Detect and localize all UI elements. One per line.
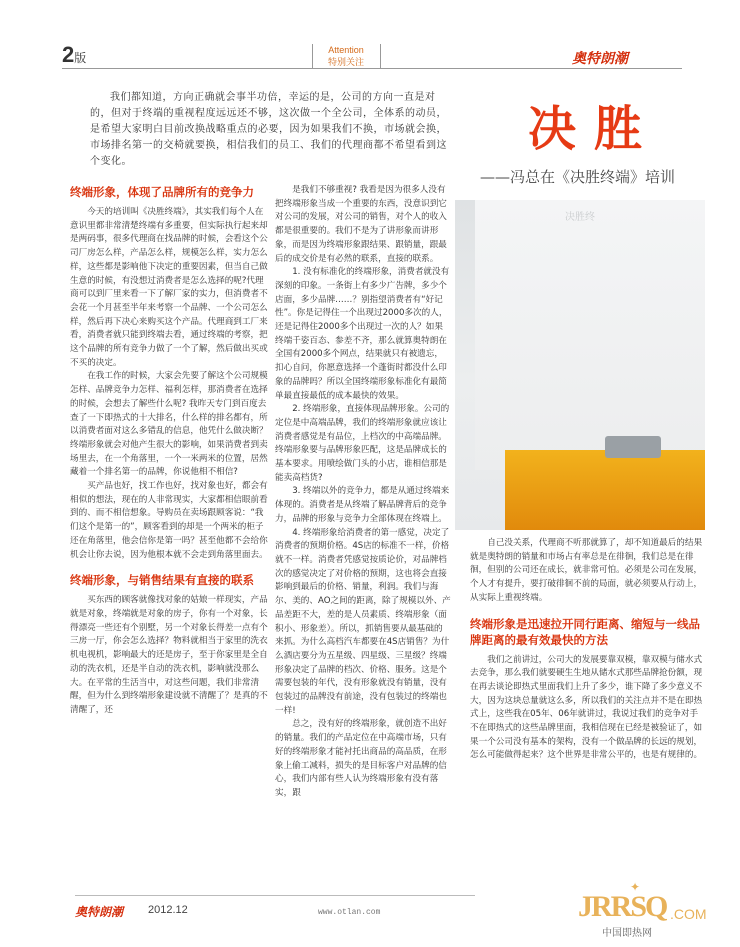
watermark-site-name: 中国即热网 <box>602 928 652 939</box>
paragraph: 自己没关系，代理商不听那就算了，却不知道最后的结果就是奥特朗的销量和市场占有率总是在徘徊，我们总是在徘徊，但别的公司还在成长，就非常可怕。必须是公司在发展，个人才有提升，要打破徘徊不前的局面，就必须要从行动上，从实际上重视终端。 <box>470 538 703 603</box>
website-url: www.otlan.com <box>318 908 381 917</box>
paragraph: 4. 终端形象给消费者的第一感觉，决定了消费者的预期价格。4S店的标准不一样，价格就不一样。消费者凭感觉按质论价，对品牌档次的感觉决定了对价格的预期，这也将会直接影响到最后的价格、销量，利润。我们与海尔、美的、AO之间的距离，除了规模以外、产品差距不大，差的是人员素质、终端形象（面积小、形象差）。所以，抓销售要从最基础的来抓。为什么高档汽车都要在4S店销售？为什么酒店要分为五星级、四星级、三星级？终端形象决定了品牌的档次、价格、服务。这是个需要包装的年代，没有形象就没有销量，没有包装过的品牌没有前途，没有包装过的终端也一样! <box>275 527 451 716</box>
page-number: 2版 <box>62 42 87 67</box>
watermark-domain: .COM <box>670 906 707 922</box>
paragraph: 买产品也好，找工作也好，找对象也好，都会有相似的想法，现在的人非常现实，大家都相信眼前看到的、而不相信想象。导购员在卖场跟顾客说：“我们这个是第一的”，顾客看到的却是一个两米的柜子还在角落里，他会信你是第一吗？甚至他都不会给你机会让你去说，因为他根本就不会走到角落里面去。 <box>70 481 268 560</box>
brand-logo: 奥特朗潮 <box>572 52 628 67</box>
article-subtitle: ——冯总在《决胜终端》培训 <box>480 168 676 186</box>
header-rule <box>62 68 682 69</box>
paragraph: 买东西的顾客就像找对象的姑娘一样现实，产品就是对象，终端就是对象的房子，你有一个对象，长得漂亮一些还有个别墅，另一个对象长得差一点有个三房一厅，你会怎么选择？物料就相当于家里的洗衣机电视机，影响最大的还是房子，至于你家里是全自动的洗衣机，还是半自动的洗衣机，影响就没那么大。在平常的生活当中，对这些问题，我们非常清醒，但为什么到终端形象建设就不清醒了？是真的不清醒了，还 <box>70 595 268 715</box>
paragraph: 总之，没有好的终端形象，就创造不出好的销量。我们的产品定位在中高端市场，只有好的终端形象才能衬托出商品的高品质，在形象上偷工减料，损失的是目标客户对品牌的信心，我们内部有些人认为终端形象有没有落实，跟 <box>275 719 447 798</box>
section-label-cn: 特别关注 <box>327 57 364 67</box>
paragraph: 我们之前讲过，公司大的发展要靠双模，靠双模与储水式去竞争，那么我们就要硬生生地从储水式那些品牌抢份额，现在再去谈论即热式里面我们上升了多少，谁下降了多少意义不大，因为这块总量就这么多，所以我们的关注点并不是在即热式上，这些我在05年、06年就讲过，我说过我们的竞争对手不在即热式的这些品牌里面，我相信现在已经是被验证了，如果一个公司没有基本的架构，没有一个做品牌的长远的规划，怎么可能做得起来？这个世界是非常公平的，也是有规律的。 <box>470 654 703 761</box>
issue-date: 2012.12 <box>148 904 188 916</box>
paragraph: 在我工作的时候，大家会先要了解这个公司规模怎样、品牌竞争力怎样、福利怎样，那消费者在选择的时候，会想去了解些什么呢? 我昨天专门到百度去查了一下即热式的十大排名，什么样的排名都有，所以消费者面对这么多错乱的信息，他凭什么做决断？终端形象就会对他产生很大的影响，如果消费者到卖场里去，在一个角落里，一个一米两米的位置，居然藏着一个排名第一的品牌，你说他相不相信? <box>70 371 268 478</box>
intro-paragraph: 我们都知道，方向正确就会事半功倍，幸运的是，公司的方向一直是对的，但对于终端的重视程度远远还不够，这次做一个全公司，全体系的动员，是希望大家明白目前改换战略重点的必要，因为如果我们不换，市场就会换，市场排名第一的交椅就要换，相信我们的员工、我们的代理商都不希望看到这个变化。 <box>90 92 447 167</box>
article-title: 决胜 <box>528 101 661 157</box>
paragraph: 2. 终端形象，直接体现品牌形象。公司的定位是中高端品牌，我们的终端形象就应该让消费者感觉是有品位，上档次的中高端品牌。终端形象要与品牌形象匹配，这是品牌成长的基本要求。用喷绘做门头的小店，谁相信那是能卖高档货? <box>275 404 450 483</box>
paragraph: 1. 没有标准化的终端形象，消费者就没有深刻的印象。一条街上有多少广告牌，多少个店面，多少品牌……？别指望消费者有“好记性”。你是记得住一个出现过2000多次的人，还是记得住2000多个出现过一次的人？如果终端千姿百态、参差不齐，那么就算奥特朗在全国有2000多个网点，结果就只有被遗忘，扣心自问，你愿意选择一个蓬街时都没什么印象的品牌吗？所以全国终端形象标准化有最简单最直接最低的成本最快的效果。 <box>275 267 450 401</box>
orange-table <box>505 450 705 530</box>
section-label <box>316 44 376 68</box>
section-label-en: Attention <box>328 45 364 55</box>
section-heading-1: 终端形象，体现了品牌所有的竞争力 <box>70 185 254 199</box>
header-divider-left <box>312 44 313 68</box>
header-divider-right <box>380 44 381 68</box>
paragraph: 3. 终端以外的竞争力，都是从通过终端来体现的。消费者是从终端了解品牌背后的竞争力，品牌的形象与竞争力全部体现在终端上。 <box>275 486 450 524</box>
page-suffix: 版 <box>74 51 87 65</box>
column-3 <box>470 537 704 763</box>
section-heading-2: 终端形象，与销售结果有直接的联系 <box>70 573 254 588</box>
column-2 <box>275 184 451 801</box>
star-icon: ✦ <box>630 880 641 894</box>
footer-brand-logo: 奥特朗潮 <box>75 905 124 919</box>
paragraph: 今天的培训叫《决胜终端》，其实我们每个人在意识里都非常清楚终端有多重要，但实际执行起来却是两码事，很多代理商在找品牌的时候，会看这个公司厂房怎么样，产品怎么样，规模怎么样，实力怎么样，这些都是影响他下决定的重要因素，但当自己做生意的时候，有没想过消费者是怎么选择的呢?代理商可以到厂里来看一下了解厂家的实力，但消费者不会花一个月甚至半年来考察一个品牌、一个公司怎么样，然后再下决心来购买这个产品。代理商到工厂来看，消费者就只能到终端去看，通过终端的考察，把这个品牌的所有竞争力做了一个了解，然后做出买或不买的决定。 <box>70 207 268 368</box>
paragraph: 是我们不够重视? 我看是因为很多人没有把终端形象当成一个重要的东西，没意识到它对公司的发展，对公司的销售，对个人的收入都是很重要的。我们不是为了讲形象而讲形象，而是因为终端形象跟结果、跟销量，跟最后的成交价是有必然的联系，直接的联系。 <box>275 185 447 264</box>
footer-rule <box>75 895 475 896</box>
watermark-logo-text: JRRSQ <box>578 890 667 923</box>
column-1 <box>70 184 268 718</box>
screen-text: 决胜终 <box>565 212 595 223</box>
section-heading-3: 终端形象是迅速拉开同行距离、缩短与一线品牌距离的最有效最快的方法 <box>470 616 700 647</box>
watermark-logo <box>578 880 728 940</box>
projector <box>605 436 661 458</box>
projection-screen <box>475 200 705 470</box>
training-photo <box>455 200 705 530</box>
